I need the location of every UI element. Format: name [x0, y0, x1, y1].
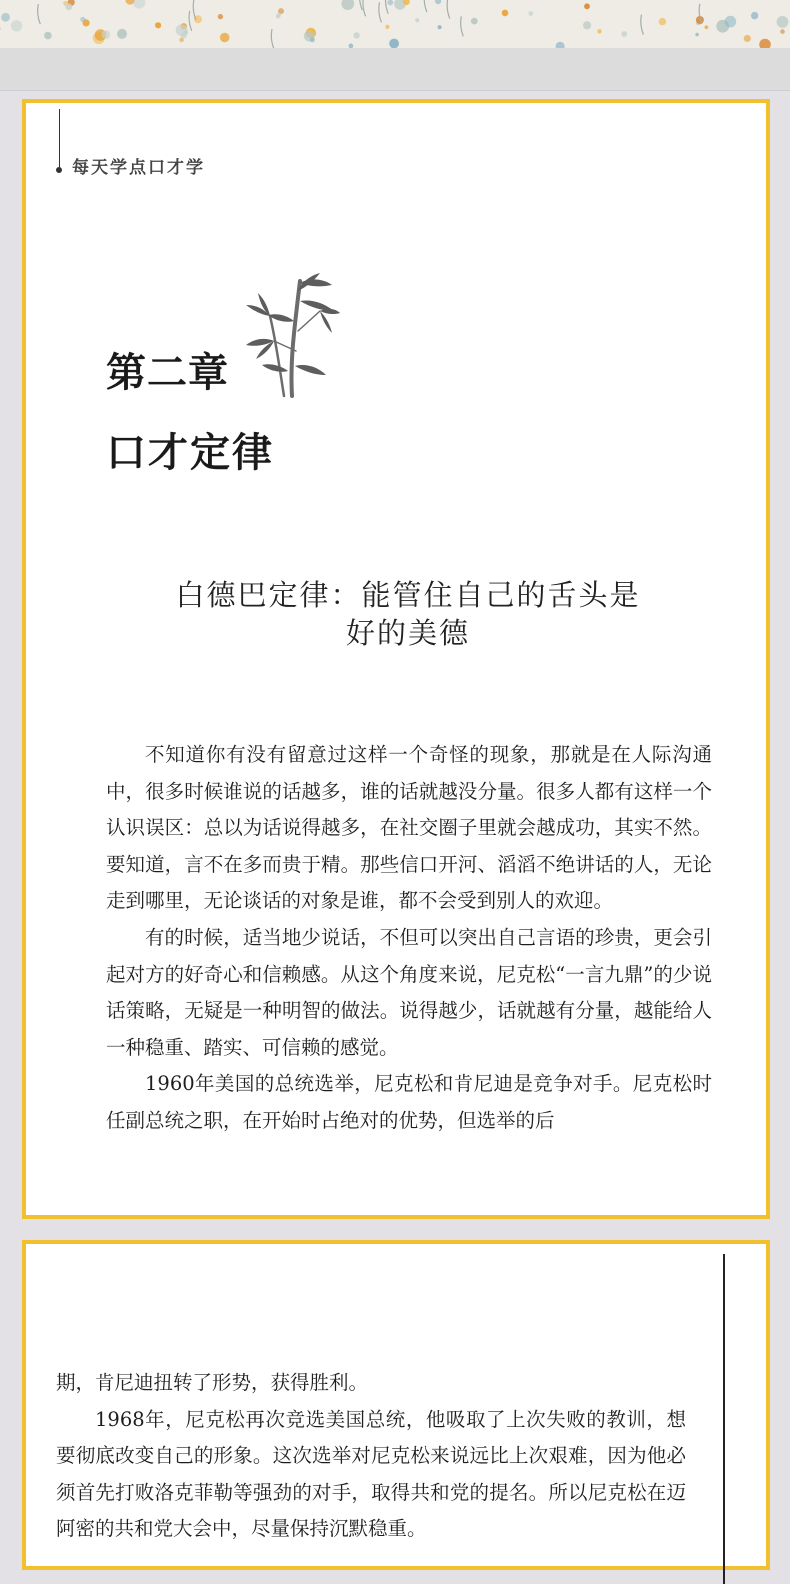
flower-dot	[220, 33, 230, 43]
paragraph: 1968年，尼克松再次竞选美国总统，他吸取了上次失败的教训，想要彻底改变自己的形象。这次选举对尼克松来说远比上次艰难，因为他必须首先打败洛克菲勒等强劲的对手，取得共和党的提名。所以尼克松在迈阿密的共和党大会中，尽量保持沉默稳重。	[56, 1402, 686, 1548]
paragraph: 不知道你有没有留意过这样一个奇怪的现象，那就是在人际沟通中，很多时候谁说的话越多，谁的话就越没分量。很多人都有这样一个认识误区：总以为话说得越多，在社交圈子里就会越成功，其实不然。要知道，言不在多而贵于精。那些信口开河、滔滔不绝讲话的人，无论走到哪里，无论谈话的对象是谁，都不会受到别人的欢迎。	[106, 737, 712, 920]
flower-dot	[780, 29, 785, 34]
flower-stem	[363, 0, 366, 16]
flower-dot	[471, 18, 478, 25]
flower-stem	[271, 29, 274, 48]
flower-dot	[759, 39, 771, 48]
flower-dot	[102, 30, 111, 39]
chapter-number: 第二章	[106, 341, 229, 398]
flower-stem	[38, 4, 41, 24]
section-title-line-2: 好的美德	[108, 614, 708, 652]
flower-stem	[461, 16, 464, 36]
flower-stem	[424, 0, 427, 12]
flower-dot	[621, 31, 627, 37]
flower-dot	[725, 16, 737, 28]
flower-stem	[379, 2, 382, 22]
flower-dot	[1, 13, 10, 22]
flower-dot	[744, 35, 751, 42]
flower-dot	[695, 33, 699, 37]
flower-dot	[80, 17, 85, 22]
flower-dot	[44, 32, 52, 40]
flower-dot	[133, 0, 145, 9]
flower-dot	[751, 12, 758, 19]
flower-dot	[155, 22, 161, 28]
section-title-line-1: 白德巴定律：能管住自己的舌头是	[108, 576, 708, 614]
book-page-2	[22, 1240, 770, 1570]
flower-dot	[176, 24, 188, 36]
paragraph-continuation: 期，肯尼迪扭转了形势，获得胜利。	[56, 1365, 686, 1402]
flower-stem	[641, 15, 644, 35]
flower-stem	[189, 11, 192, 31]
flower-dot	[385, 25, 389, 29]
flower-dot	[584, 3, 590, 9]
flower-dot	[389, 39, 399, 48]
flower-stem	[360, 0, 363, 10]
flower-dot	[777, 16, 789, 28]
floral-banner	[0, 0, 790, 48]
flower-dot	[597, 29, 601, 33]
flower-stem	[447, 0, 450, 19]
paragraph: 有的时候，适当地少说话，不但可以突出自己言语的珍贵，更会引起对方的好奇心和信赖感。从这个角度来说，尼克松“一言九鼎”的少说话策略，无疑是一种明智的做法。说得越少，话就越有分量，越能给人一种稳重、踏实、可信赖的感觉。	[106, 920, 712, 1066]
bamboo-illustration	[240, 271, 340, 401]
flower-dot	[310, 38, 315, 43]
paragraph: 1960年美国的总统选举，尼克松和肯尼迪是竞争对手。尼克松时任副总统之职，在开始时占绝对的优势，但选举的后	[106, 1066, 712, 1139]
flower-dot	[502, 10, 509, 17]
book-page-1	[22, 99, 770, 1219]
flower-dot	[117, 29, 127, 39]
flower-dot	[583, 21, 591, 29]
flower-dot	[218, 14, 223, 19]
flower-dot	[528, 11, 533, 16]
toolbar-strip	[0, 48, 790, 91]
margin-rule	[723, 1254, 725, 1584]
running-header: 每天学点口才学	[72, 153, 205, 178]
chapter-title: 口才定律	[106, 421, 274, 478]
flower-dot	[65, 3, 72, 10]
header-rule	[59, 109, 60, 169]
header-dot	[56, 167, 62, 173]
flower-dot	[659, 18, 666, 25]
page-1-body	[106, 737, 712, 1140]
flower-dot	[387, 0, 393, 5]
flower-dot	[276, 13, 281, 18]
flower-dot	[341, 0, 354, 10]
flower-dot	[353, 32, 359, 38]
page-2-body	[56, 1365, 686, 1548]
flower-dot	[11, 20, 22, 31]
flower-dot	[438, 25, 442, 29]
flower-dot	[415, 18, 419, 22]
section-title	[108, 576, 708, 652]
flower-dot	[705, 25, 709, 29]
flower-dot	[435, 0, 441, 4]
